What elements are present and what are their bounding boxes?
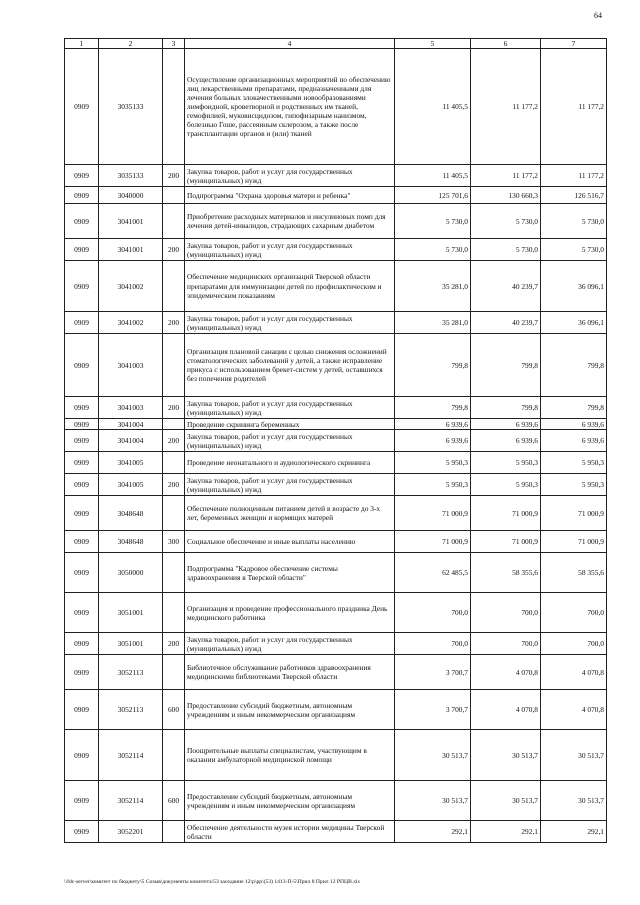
- expense-type-cell: 200: [163, 239, 185, 261]
- amount-year1-cell: 71 000,9: [395, 531, 471, 553]
- expense-type-cell: 200: [163, 430, 185, 452]
- target-code-cell: 3050000: [99, 553, 163, 593]
- section-code-cell: 0909: [65, 312, 99, 334]
- header-cell: 1: [65, 39, 99, 49]
- header-cell: 5: [395, 39, 471, 49]
- target-code-cell: 3041003: [99, 334, 163, 397]
- expense-type-cell: 600: [163, 781, 185, 821]
- amount-year3-cell: 6 939,6: [541, 419, 607, 430]
- amount-year2-cell: 40 239,7: [471, 312, 541, 334]
- item-name-cell: Подпрограмма "Охрана здоровья матери и ребенка": [185, 187, 395, 204]
- amount-year2-cell: 6 939,6: [471, 430, 541, 452]
- target-code-cell: 3041004: [99, 419, 163, 430]
- item-name-cell: Закупка товаров, работ и услуг для государственных (муниципальных) нужд: [185, 239, 395, 261]
- target-code-cell: 3048648: [99, 531, 163, 553]
- table-row: [65, 633, 607, 655]
- amount-year3-cell: 5 950,3: [541, 474, 607, 496]
- section-code-cell: 0909: [65, 781, 99, 821]
- item-name-cell: Закупка товаров, работ и услуг для государственных (муниципальных) нужд: [185, 430, 395, 452]
- target-code-cell: 3041001: [99, 239, 163, 261]
- item-name-cell: Закупка товаров, работ и услуг для государственных (муниципальных) нужд: [185, 474, 395, 496]
- amount-year3-cell: 126 516,7: [541, 187, 607, 204]
- item-name-cell: Предоставление субсидий бюджетным, автономным учреждениям и иным некоммерческим организациям: [185, 781, 395, 821]
- amount-year1-cell: 11 405,5: [395, 49, 471, 165]
- amount-year2-cell: 71 000,9: [471, 496, 541, 531]
- amount-year1-cell: 799,8: [395, 334, 471, 397]
- item-name-cell: Проведение неонатального и аудиологического скрининга: [185, 452, 395, 474]
- header-cell: 7: [541, 39, 607, 49]
- amount-year2-cell: 11 177,2: [471, 165, 541, 187]
- section-code-cell: 0909: [65, 655, 99, 690]
- table-row: [65, 239, 607, 261]
- table-row: [65, 821, 607, 843]
- table-row: [65, 496, 607, 531]
- item-name-cell: Закупка товаров, работ и услуг для государственных (муниципальных) нужд: [185, 397, 395, 419]
- amount-year1-cell: 6 939,6: [395, 419, 471, 430]
- table-row: [65, 419, 607, 430]
- amount-year1-cell: 35 281,0: [395, 312, 471, 334]
- item-name-cell: Осуществление организационных мероприятий по обеспечению лиц лекарственными препаратами, предназначенными для лечения больных злокачественными новообразованиями лимфоидной, кроветворной и родственных им тканей, гемофилией, муковисцидозом, гипофизарным нанизмом, болезнью Гоше, рассеянным склерозом, а также после трансплантации органов и (или) тканей: [185, 49, 395, 165]
- item-name-cell: Подпрограмма "Кадровое обеспечение системы здравоохранения в Тверской области": [185, 553, 395, 593]
- amount-year2-cell: 799,8: [471, 397, 541, 419]
- amount-year1-cell: 3 700,7: [395, 655, 471, 690]
- section-code-cell: 0909: [65, 397, 99, 419]
- expense-type-cell: 200: [163, 312, 185, 334]
- target-code-cell: 3035133: [99, 165, 163, 187]
- section-code-cell: 0909: [65, 165, 99, 187]
- section-code-cell: 0909: [65, 633, 99, 655]
- table-row: [65, 730, 607, 781]
- amount-year2-cell: 5 730,0: [471, 239, 541, 261]
- table-row: [65, 452, 607, 474]
- amount-year2-cell: 6 939,6: [471, 419, 541, 430]
- amount-year2-cell: 4 070,8: [471, 655, 541, 690]
- amount-year1-cell: 30 513,7: [395, 730, 471, 781]
- expense-type-cell: 200: [163, 633, 185, 655]
- target-code-cell: 3041005: [99, 474, 163, 496]
- header-cell: 4: [185, 39, 395, 49]
- target-code-cell: 3051001: [99, 593, 163, 633]
- expense-type-cell: 200: [163, 474, 185, 496]
- expense-type-cell: [163, 334, 185, 397]
- expense-type-cell: 300: [163, 531, 185, 553]
- amount-year3-cell: 11 177,2: [541, 165, 607, 187]
- section-code-cell: 0909: [65, 430, 99, 452]
- item-name-cell: Обеспечение медицинских организаций Тверской области препаратами для иммунизации детей по профилактическим и эпидемическим показаниям: [185, 261, 395, 312]
- target-code-cell: 3052113: [99, 690, 163, 730]
- amount-year2-cell: 5 950,3: [471, 474, 541, 496]
- amount-year3-cell: 6 939,6: [541, 430, 607, 452]
- amount-year1-cell: 5 730,0: [395, 204, 471, 239]
- target-code-cell: 3035133: [99, 49, 163, 165]
- amount-year3-cell: 292,1: [541, 821, 607, 843]
- amount-year1-cell: 5 950,3: [395, 452, 471, 474]
- amount-year3-cell: 30 513,7: [541, 781, 607, 821]
- item-name-cell: Организация плановой санации с целью снижения осложнений стоматологических заболеваний у детей, а также исправление прикуса с использованием брекет-систем у детей, оставшихся без попечения родителей: [185, 334, 395, 397]
- amount-year3-cell: 58 355,6: [541, 553, 607, 593]
- expense-type-cell: [163, 593, 185, 633]
- section-code-cell: 0909: [65, 821, 99, 843]
- section-code-cell: 0909: [65, 690, 99, 730]
- amount-year1-cell: 35 281,0: [395, 261, 471, 312]
- table-row: [65, 553, 607, 593]
- amount-year3-cell: 30 513,7: [541, 730, 607, 781]
- table-row: [65, 655, 607, 690]
- item-name-cell: Обеспечение деятельности музея истории медицины Тверской области: [185, 821, 395, 843]
- target-code-cell: 3052114: [99, 781, 163, 821]
- section-code-cell: 0909: [65, 474, 99, 496]
- item-name-cell: Закупка товаров, работ и услуг для государственных (муниципальных) нужд: [185, 312, 395, 334]
- amount-year1-cell: 292,1: [395, 821, 471, 843]
- amount-year1-cell: 3 700,7: [395, 690, 471, 730]
- amount-year3-cell: 4 070,8: [541, 655, 607, 690]
- expense-type-cell: [163, 419, 185, 430]
- expense-type-cell: 200: [163, 397, 185, 419]
- item-name-cell: Закупка товаров, работ и услуг для государственных (муниципальных) нужд: [185, 165, 395, 187]
- expense-type-cell: [163, 730, 185, 781]
- target-code-cell: 3048648: [99, 496, 163, 531]
- item-name-cell: Организация и проведение профессионального праздника День медицинского работника: [185, 593, 395, 633]
- header-cell: 6: [471, 39, 541, 49]
- amount-year2-cell: 700,0: [471, 633, 541, 655]
- amount-year1-cell: 5 950,3: [395, 474, 471, 496]
- item-name-cell: Закупка товаров, работ и услуг для государственных (муниципальных) нужд: [185, 633, 395, 655]
- amount-year2-cell: 5 730,0: [471, 204, 541, 239]
- section-code-cell: 0909: [65, 531, 99, 553]
- amount-year2-cell: 799,8: [471, 334, 541, 397]
- target-code-cell: 3041005: [99, 452, 163, 474]
- table-row: [65, 531, 607, 553]
- table-row: [65, 334, 607, 397]
- amount-year3-cell: 700,0: [541, 593, 607, 633]
- item-name-cell: Приобретение расходных материалов и инсулиновых помп для лечения детей-инвалидов, страдающих сахарным диабетом: [185, 204, 395, 239]
- amount-year3-cell: 5 730,0: [541, 204, 607, 239]
- page-number: 64: [594, 11, 602, 20]
- table-row: [65, 690, 607, 730]
- amount-year2-cell: 58 355,6: [471, 553, 541, 593]
- amount-year3-cell: 71 000,9: [541, 496, 607, 531]
- target-code-cell: 3041002: [99, 312, 163, 334]
- table-row: [65, 165, 607, 187]
- section-code-cell: 0909: [65, 419, 99, 430]
- expense-type-cell: [163, 655, 185, 690]
- amount-year2-cell: 71 000,9: [471, 531, 541, 553]
- section-code-cell: 0909: [65, 49, 99, 165]
- amount-year2-cell: 30 513,7: [471, 781, 541, 821]
- expense-type-cell: [163, 496, 185, 531]
- amount-year2-cell: 11 177,2: [471, 49, 541, 165]
- table-row: [65, 187, 607, 204]
- item-name-cell: Поощрительные выплаты специалистам, участвующим в оказании амбулаторной медицинской помощи: [185, 730, 395, 781]
- expense-type-cell: [163, 204, 185, 239]
- target-code-cell: 3041004: [99, 430, 163, 452]
- amount-year1-cell: 5 730,0: [395, 239, 471, 261]
- budget-table: [64, 38, 607, 843]
- expense-type-cell: [163, 452, 185, 474]
- target-code-cell: 3041003: [99, 397, 163, 419]
- table-row: [65, 593, 607, 633]
- amount-year2-cell: 30 513,7: [471, 730, 541, 781]
- expense-type-cell: [163, 553, 185, 593]
- amount-year3-cell: 4 070,8: [541, 690, 607, 730]
- section-code-cell: 0909: [65, 496, 99, 531]
- amount-year1-cell: 700,0: [395, 593, 471, 633]
- expense-type-cell: 200: [163, 165, 185, 187]
- target-code-cell: 3041001: [99, 204, 163, 239]
- expense-type-cell: [163, 821, 185, 843]
- amount-year2-cell: 4 070,8: [471, 690, 541, 730]
- target-code-cell: 3041002: [99, 261, 163, 312]
- target-code-cell: 3051001: [99, 633, 163, 655]
- amount-year3-cell: 700,0: [541, 633, 607, 655]
- target-code-cell: 3052113: [99, 655, 163, 690]
- amount-year3-cell: 36 096,1: [541, 312, 607, 334]
- amount-year3-cell: 799,8: [541, 334, 607, 397]
- item-name-cell: Социальное обеспечение и иные выплаты населению: [185, 531, 395, 553]
- amount-year1-cell: 700,0: [395, 633, 471, 655]
- section-code-cell: 0909: [65, 204, 99, 239]
- item-name-cell: Предоставление субсидий бюджетным, автономным учреждениям и иным некоммерческим организациям: [185, 690, 395, 730]
- section-code-cell: 0909: [65, 730, 99, 781]
- amount-year3-cell: 799,8: [541, 397, 607, 419]
- table-row: [65, 49, 607, 165]
- target-code-cell: 3052114: [99, 730, 163, 781]
- footer-file-path: \\fdc-server\комитет по бюджету\5 Созыв\документы комитета\53 заседание 12\р\рр\(53) 1413-П-5\Прил 8 Прил 12 РПЦВ.xls: [64, 879, 360, 885]
- section-code-cell: 0909: [65, 553, 99, 593]
- expense-type-cell: [163, 261, 185, 312]
- expense-type-cell: [163, 187, 185, 204]
- section-code-cell: 0909: [65, 187, 99, 204]
- section-code-cell: 0909: [65, 261, 99, 312]
- amount-year1-cell: 62 485,5: [395, 553, 471, 593]
- amount-year1-cell: 125 701,6: [395, 187, 471, 204]
- table-row: [65, 312, 607, 334]
- target-code-cell: 3040000: [99, 187, 163, 204]
- header-cell: 2: [99, 39, 163, 49]
- table-row: [65, 397, 607, 419]
- amount-year2-cell: 40 239,7: [471, 261, 541, 312]
- expense-type-cell: [163, 49, 185, 165]
- item-name-cell: Обеспечение полноценным питанием детей в возрасте до 3-х лет, беременных женщин и кормящих матерей: [185, 496, 395, 531]
- amount-year3-cell: 5 730,0: [541, 239, 607, 261]
- amount-year3-cell: 11 177,2: [541, 49, 607, 165]
- amount-year2-cell: 130 660,3: [471, 187, 541, 204]
- amount-year1-cell: 6 939,6: [395, 430, 471, 452]
- section-code-cell: 0909: [65, 239, 99, 261]
- header-cell: 3: [163, 39, 185, 49]
- amount-year1-cell: 799,8: [395, 397, 471, 419]
- table-row: [65, 781, 607, 821]
- amount-year2-cell: 5 950,3: [471, 452, 541, 474]
- target-code-cell: 3052201: [99, 821, 163, 843]
- table-row: [65, 430, 607, 452]
- amount-year3-cell: 36 096,1: [541, 261, 607, 312]
- section-code-cell: 0909: [65, 452, 99, 474]
- section-code-cell: 0909: [65, 593, 99, 633]
- section-code-cell: 0909: [65, 334, 99, 397]
- table-row: [65, 474, 607, 496]
- amount-year3-cell: 71 000,9: [541, 531, 607, 553]
- amount-year1-cell: 71 000,9: [395, 496, 471, 531]
- item-name-cell: Проведение скрининга беременных: [185, 419, 395, 430]
- amount-year2-cell: 292,1: [471, 821, 541, 843]
- amount-year2-cell: 700,0: [471, 593, 541, 633]
- amount-year1-cell: 11 405,5: [395, 165, 471, 187]
- amount-year1-cell: 30 513,7: [395, 781, 471, 821]
- expense-type-cell: 600: [163, 690, 185, 730]
- table-row: [65, 261, 607, 312]
- table-row: [65, 204, 607, 239]
- item-name-cell: Библиотечное обслуживание работников здравоохранения медицинскими библиотеками Тверской области: [185, 655, 395, 690]
- header-row: [65, 39, 607, 49]
- amount-year3-cell: 5 950,3: [541, 452, 607, 474]
